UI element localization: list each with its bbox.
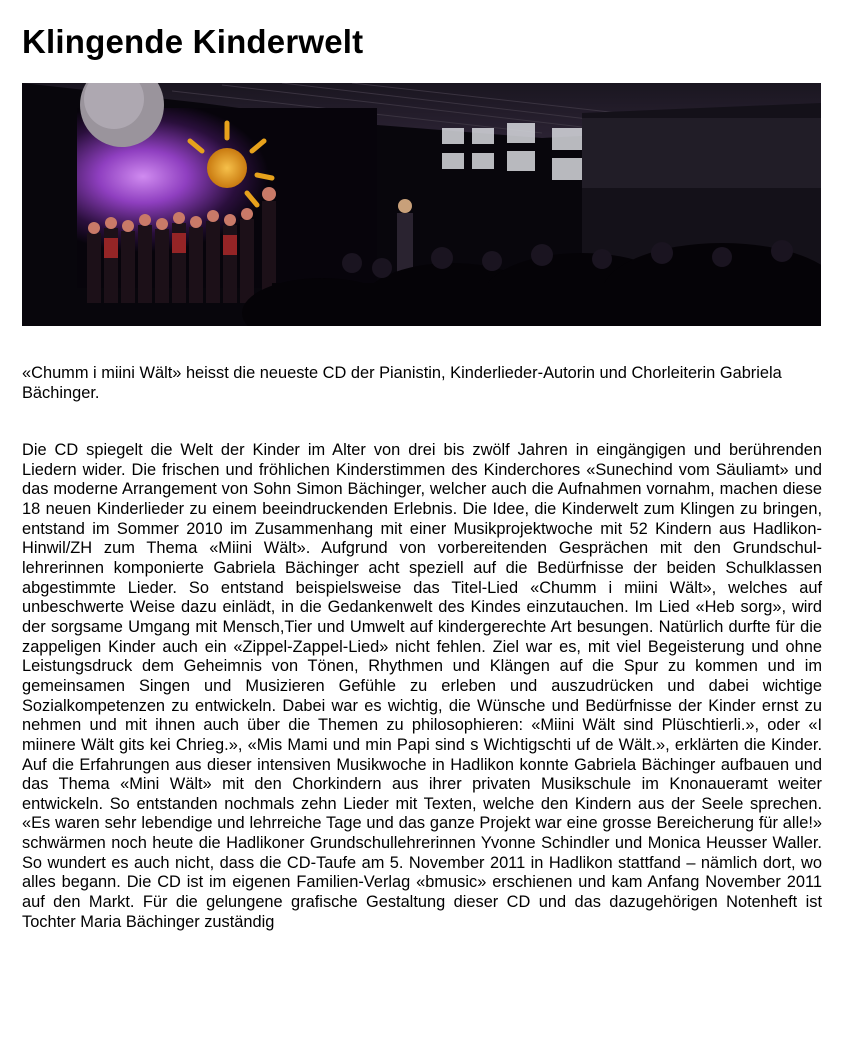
concert-photo-icon [22,83,821,326]
intro-paragraph: «Chumm i miini Wält» heisst die neueste CD der Pianistin, Kinderlieder-Autorin und Chorleiterin Gabriela Bächinger. [22,364,782,402]
concert-photo [22,83,821,326]
page-title: Klingende Kinderwelt [22,23,364,60]
body-paragraph: Die CD spiegelt die Welt der Kinder im Alter von drei bis zwölf Jahren in eingängigen und berührenden Liedern wider. Die frischen und fröhlichen Kinderstimmen des Kinderchores «Sunechind vom Säuliamt» und das moderne Arrangement von Sohn Simon Bächinger, welcher auch die Aufnahmen vornahm, machen diese 18 neuen Kinderlieder zu einem beeindruckenden Erlebnis. Die Idee, die Kinderwelt zum Klingen zu bringen, entstand im Sommer 2010 im Zusammenhang mit einer Musikprojektwoche mit 52 Kindern aus Hadlikon-Hinwil/ZH zum Thema «Miini Wält». Aufgrund von vorbereitenden Gesprächen mit den Grundschul-lehrerinnen komponierte Gabriela Bächinger acht speziell auf die Bedürfnisse der beiden Schulklassen abgestimmte Lieder. So entstand beispielsweise das Titel-Lied «Chumm i miini Wält», welches auf unbeschwerte Weise dazu einlädt, in die Gedankenwelt des Kindes einzutauchen. Im Lied «Heb sorg», wird der sorgsame Umgang mit Mensch,Tier und Umwelt auf kindergerechte Art besungen. Natürlich durfte für die zappeligen Kinder auch ein «Zippel-Zappel-Lied» nicht fehlen. Ziel war es, mit viel Begeisterung und ohne Leistungsdruck dem Geheimnis von Tönen, Rhythmen und Klängen auf die Spur zu kommen und im gemeinsamen Singen und Musizieren Gefühle zu erleben und auszudrücken und dabei wichtige Sozialkompetenzen zu entwickeln. Dabei war es wichtig, die Wünsche und Bedürfnisse der Kinder ernst zu nehmen und mit ihnen auch über die Themen zu philosophieren: «Miini Wält sind Plüschtierli.», oder «I miinere Wält gits kei Chrieg.», «Mis Mami und min Papi sind s Wichtigschti uf de Wält.», erklärten die Kinder. Auf die Erfahrungen aus dieser intensiven Musikwoche in Hadlikon konnte Gabriela Bächinger aufbauen und das Thema «Mini Wält» mit den Chorkindern aus ihrer privaten Musikschule im Knonaueramt weiter entwickeln. So entstanden nochmals zehn Lieder mit Texten, welche den Kindern aus der Seele sprechen. «Es waren sehr lebendige und lehrreiche Tage und das ganze Projekt war eine grosse Bereicherung für alle!» schwärmen noch heute die Hadlikoner Grundschullehrerinnen Yvonne Schindler und Monica Heusser Waller. So wundert es auch nicht, dass die CD-Taufe am 5. November 2011 in Hadlikon stattfand – nämlich dort, wo alles begann. Die CD ist im eigenen Familien-Verlag «bmusic» erschienen und kam Anfang November 2011 auf den Markt. Für die gelungene grafische Gestaltung dieser CD und das dazugehörigen Notenheft ist Tochter Maria Bächinger zuständig [22,441,822,931]
